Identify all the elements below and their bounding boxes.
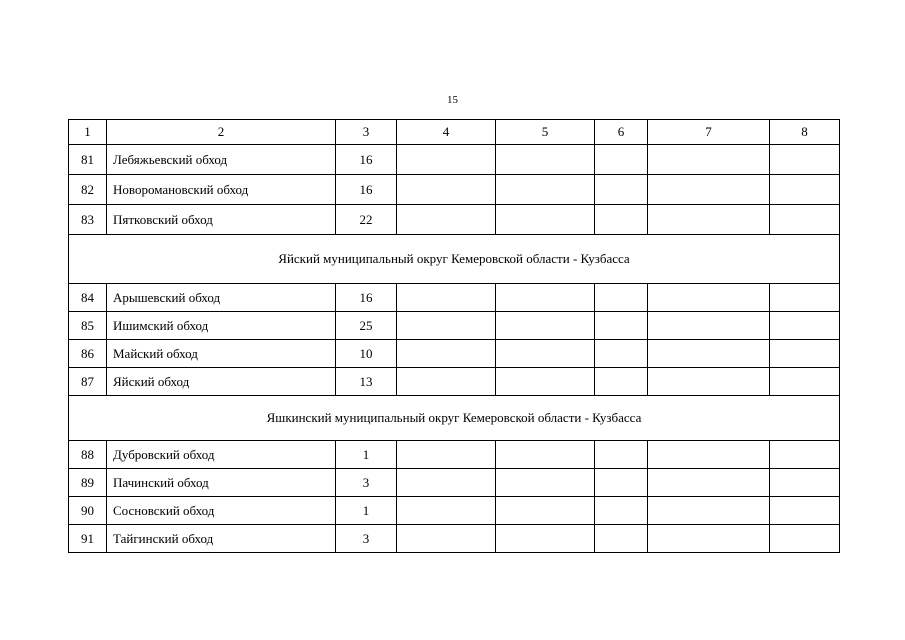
table-row [69, 145, 840, 175]
row-name: Пачинский обход [107, 469, 336, 497]
empty-cell [595, 441, 648, 469]
row-number: 82 [69, 175, 107, 205]
empty-cell [770, 340, 840, 368]
empty-cell [770, 469, 840, 497]
table-row [69, 441, 840, 469]
row-value: 16 [336, 145, 397, 175]
empty-cell [397, 284, 496, 312]
header-cell-4: 4 [397, 120, 496, 145]
empty-cell [397, 175, 496, 205]
forestry-table [68, 119, 840, 553]
empty-cell [496, 368, 595, 396]
empty-cell [496, 340, 595, 368]
row-value: 25 [336, 312, 397, 340]
empty-cell [397, 368, 496, 396]
section-row [69, 235, 840, 284]
row-name: Майский обход [107, 340, 336, 368]
empty-cell [770, 497, 840, 525]
empty-cell [397, 312, 496, 340]
row-value: 16 [336, 175, 397, 205]
row-name: Арышевский обход [107, 284, 336, 312]
empty-cell [397, 340, 496, 368]
header-cell-3: 3 [336, 120, 397, 145]
table-row [69, 284, 840, 312]
table-row [69, 525, 840, 553]
row-number: 84 [69, 284, 107, 312]
empty-cell [770, 312, 840, 340]
section-title: Яйский муниципальный округ Кемеровской области - Кузбасса [69, 235, 840, 284]
header-cell-5: 5 [496, 120, 595, 145]
row-number: 81 [69, 145, 107, 175]
table-row [69, 340, 840, 368]
empty-cell [648, 175, 770, 205]
row-value: 10 [336, 340, 397, 368]
empty-cell [496, 441, 595, 469]
empty-cell [496, 497, 595, 525]
row-number: 87 [69, 368, 107, 396]
section-row [69, 396, 840, 441]
row-name: Лебяжьевский обход [107, 145, 336, 175]
empty-cell [648, 145, 770, 175]
row-number: 83 [69, 205, 107, 235]
page-number: 15 [447, 94, 458, 106]
empty-cell [496, 145, 595, 175]
row-name: Ишимский обход [107, 312, 336, 340]
empty-cell [770, 145, 840, 175]
empty-cell [397, 145, 496, 175]
row-number: 88 [69, 441, 107, 469]
row-name: Пятковский обход [107, 205, 336, 235]
row-value: 1 [336, 497, 397, 525]
header-cell-8: 8 [770, 120, 840, 145]
empty-cell [496, 205, 595, 235]
empty-cell [648, 497, 770, 525]
empty-cell [397, 469, 496, 497]
empty-cell [496, 469, 595, 497]
row-name: Сосновский обход [107, 497, 336, 525]
row-value: 3 [336, 525, 397, 553]
empty-cell [595, 175, 648, 205]
header-cell-2: 2 [107, 120, 336, 145]
empty-cell [648, 441, 770, 469]
empty-cell [648, 340, 770, 368]
empty-cell [648, 469, 770, 497]
empty-cell [595, 340, 648, 368]
table-row [69, 205, 840, 235]
empty-cell [770, 284, 840, 312]
empty-cell [648, 284, 770, 312]
empty-cell [397, 497, 496, 525]
empty-cell [770, 525, 840, 553]
empty-cell [770, 175, 840, 205]
row-value: 1 [336, 441, 397, 469]
row-number: 89 [69, 469, 107, 497]
table-row [69, 469, 840, 497]
empty-cell [595, 368, 648, 396]
table-row [69, 497, 840, 525]
empty-cell [595, 525, 648, 553]
empty-cell [397, 441, 496, 469]
empty-cell [496, 284, 595, 312]
row-value: 13 [336, 368, 397, 396]
empty-cell [648, 312, 770, 340]
empty-cell [648, 525, 770, 553]
section-title: Яшкинский муниципальный округ Кемеровской области - Кузбасса [69, 396, 840, 441]
empty-cell [496, 175, 595, 205]
empty-cell [648, 368, 770, 396]
header-cell-6: 6 [595, 120, 648, 145]
empty-cell [770, 441, 840, 469]
row-number: 85 [69, 312, 107, 340]
table-row [69, 312, 840, 340]
row-name: Дубровский обход [107, 441, 336, 469]
row-number: 90 [69, 497, 107, 525]
table-row [69, 368, 840, 396]
empty-cell [595, 469, 648, 497]
empty-cell [595, 205, 648, 235]
empty-cell [595, 145, 648, 175]
table-row [69, 175, 840, 205]
empty-cell [595, 497, 648, 525]
empty-cell [496, 525, 595, 553]
row-value: 22 [336, 205, 397, 235]
row-value: 16 [336, 284, 397, 312]
empty-cell [770, 205, 840, 235]
row-number: 91 [69, 525, 107, 553]
empty-cell [648, 205, 770, 235]
row-number: 86 [69, 340, 107, 368]
empty-cell [770, 368, 840, 396]
header-row [69, 120, 840, 145]
empty-cell [397, 525, 496, 553]
empty-cell [595, 312, 648, 340]
row-value: 3 [336, 469, 397, 497]
row-name: Яйский обход [107, 368, 336, 396]
header-cell-7: 7 [648, 120, 770, 145]
row-name: Тайгинский обход [107, 525, 336, 553]
empty-cell [496, 312, 595, 340]
empty-cell [397, 205, 496, 235]
header-cell-1: 1 [69, 120, 107, 145]
empty-cell [595, 284, 648, 312]
row-name: Новоромановский обход [107, 175, 336, 205]
